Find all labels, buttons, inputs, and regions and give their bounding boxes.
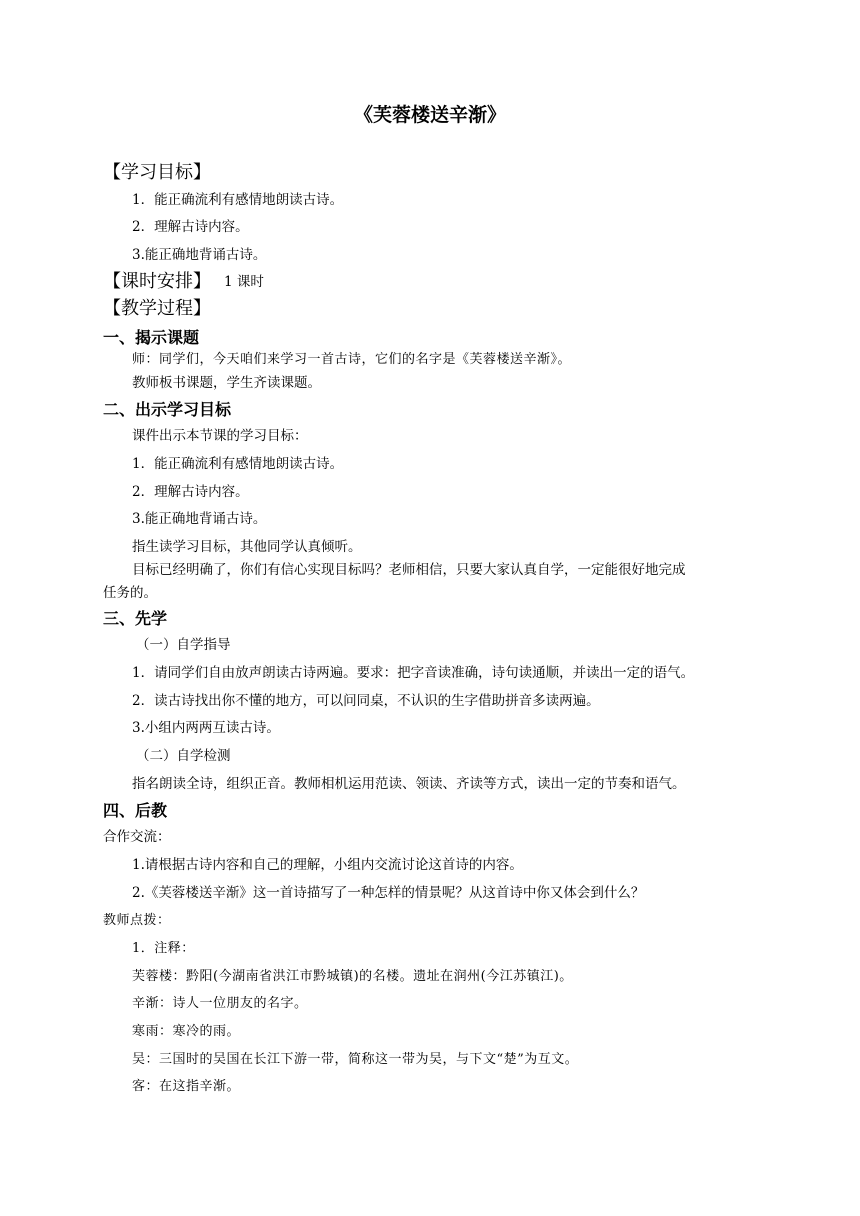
paragraph: 辛渐：诗人一位朋友的名字。 xyxy=(132,996,308,1011)
paragraph: 任务的。 xyxy=(103,585,157,601)
page-title: 《芙蓉楼送辛渐》 xyxy=(353,104,506,126)
paragraph: 课件出示本节课的学习目标： xyxy=(132,428,308,444)
section-heading: 二、出示学习目标 xyxy=(103,400,232,419)
paragraph: 目标已经明确了，你们有信心实现目标吗？老师相信，只要大家认真自学，一定能很好地完成 xyxy=(132,562,686,578)
paragraph: 3.能正确地背诵古诗。 xyxy=(132,511,267,527)
paragraph: 教师板书课题，学生齐读课题。 xyxy=(132,375,321,391)
section-heading: 一、揭示课题 xyxy=(103,328,200,347)
heading-teaching-process: 【教学过程】 xyxy=(103,298,211,319)
goal-item: 1．能正确流利有感情地朗读古诗。 xyxy=(132,192,344,208)
paragraph: 3.小组内两两互读古诗。 xyxy=(132,720,280,736)
paragraph: 合作交流： xyxy=(103,829,171,845)
schedule-value: 1 课时 xyxy=(224,274,264,290)
paragraph: 2．理解古诗内容。 xyxy=(132,484,249,500)
paragraph: 客：在这指辛渐。 xyxy=(132,1079,241,1094)
paragraph: 师：同学们，今天咱们来学习一首古诗，它们的名字是《芙蓉楼送辛渐》。 xyxy=(132,352,572,367)
paragraph: 指名朗读全诗，组织正音。教师相机运用范读、领读、齐读等方式，读出一定的节奏和语气。 xyxy=(132,776,686,792)
goal-item: 3.能正确地背诵古诗。 xyxy=(132,247,267,263)
paragraph: 2.《芙蓉楼送辛渐》这一首诗描写了一种怎样的情景呢？从这首诗中你又体会到什么？ xyxy=(132,885,645,901)
paragraph: 芙蓉楼：黔阳(今湖南省洪江市黔城镇)的名楼。遗址在润州(今江苏镇江)。 xyxy=(132,969,573,984)
paragraph: （一）自学指导 xyxy=(136,637,231,653)
paragraph: 1．能正确流利有感情地朗读古诗。 xyxy=(132,456,344,472)
paragraph: 1．注释： xyxy=(132,941,195,956)
heading-schedule: 【课时安排】 xyxy=(103,271,211,292)
paragraph: 1.请根据古诗内容和自己的理解，小组内交流讨论这首诗的内容。 xyxy=(132,857,523,873)
section-heading: 三、先学 xyxy=(103,609,168,628)
paragraph: 教师点拨： xyxy=(103,913,171,928)
paragraph: 1．请同学们自由放声朗读古诗两遍。要求：把字音读准确，诗句读通顺，并读出一定的语气。 xyxy=(132,665,695,681)
paragraph: 2．读古诗找出你不懂的地方，可以问同桌，不认识的生字借助拼音多读两遍。 xyxy=(132,693,600,709)
paragraph: 指生读学习目标，其他同学认真倾听。 xyxy=(132,539,362,555)
goal-item: 2．理解古诗内容。 xyxy=(132,219,249,235)
heading-learning-goals: 【学习目标】 xyxy=(103,162,211,183)
section-heading: 四、后教 xyxy=(103,801,168,820)
paragraph: 吴：三国时的吴国在长江下游一带，简称这一带为吴，与下文“楚”为互文。 xyxy=(132,1052,579,1067)
paragraph: 寒雨：寒冷的雨。 xyxy=(132,1024,241,1039)
paragraph: （二）自学检测 xyxy=(136,748,231,764)
